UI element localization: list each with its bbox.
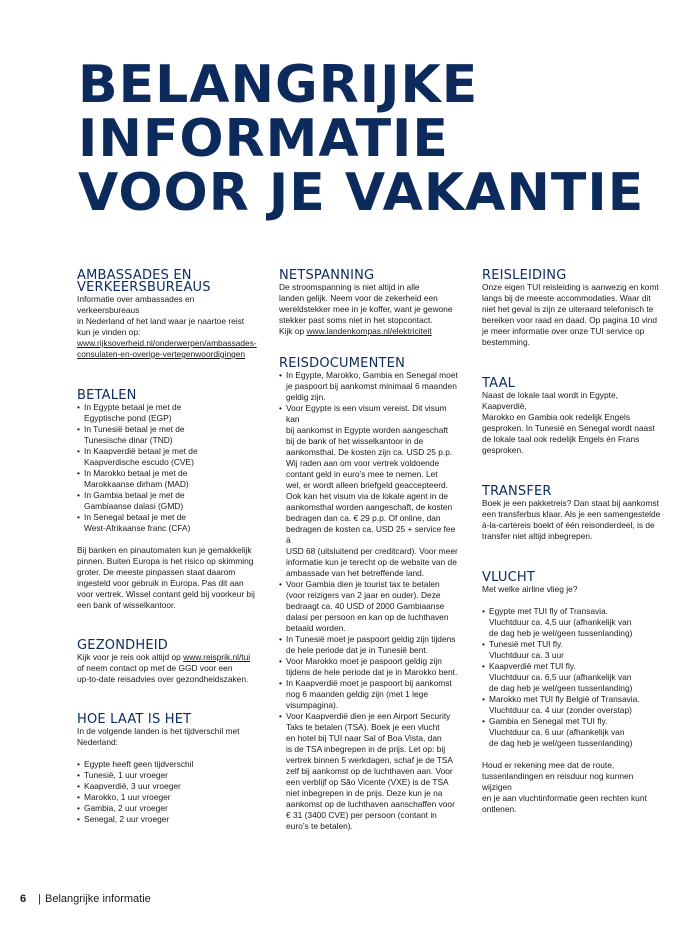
text-line: groter. De meeste pinpassen staat daarom — [77, 567, 236, 577]
item-line: • In Senegal betaal je met de — [84, 512, 186, 522]
item-line: dalasi per persoon en kan op de luchthaven — [286, 612, 449, 622]
text-line: up-to-date reisadvies over gezondheidszaken. — [77, 674, 249, 684]
list-item: • Tunesië, 1 uur vroeger — [77, 770, 257, 781]
item-line: nog 6 maanden geldig zijn (met 1 lege — [286, 689, 429, 699]
item-line: • In Tunesië betaal je met de — [84, 424, 185, 434]
section-text — [77, 726, 257, 748]
item-line: Marokkaanse dirham (MAD) — [84, 479, 189, 489]
section-text — [279, 282, 459, 337]
list-item — [279, 579, 459, 634]
text-line: tussenlandingen en reisduur nog kunnen wijzigen — [482, 771, 634, 792]
section-vlucht — [482, 572, 664, 815]
column-middle — [279, 270, 459, 832]
list-item: • Marokko, 1 uur vroeger — [77, 792, 257, 803]
section-text — [77, 545, 257, 611]
list-item — [279, 711, 459, 832]
list-item — [279, 634, 459, 656]
text-line: gesproken. In Tunesië en Senegal wordt naast — [482, 423, 655, 433]
item-line: euro’s te betalen). — [286, 821, 353, 831]
section-text — [482, 760, 664, 815]
section-text — [77, 652, 257, 685]
item-line: tijdens de hele periode dat je in Marokko bent. — [286, 667, 458, 677]
section-heading: BETALEN — [77, 388, 137, 403]
text-line: langs bij de meeste accommodaties. Waar dit — [482, 293, 651, 303]
text-line: De stroomspanning is niet altijd in alle — [279, 282, 420, 292]
item-line: • Voor Egypte is een visum vereist. Dit visum kan — [286, 403, 447, 424]
ambassades-link[interactable]: consulaten-en-overige-vertegenwoordigingen — [77, 349, 246, 359]
column-right — [482, 270, 664, 815]
item-line: • In Kaapverdië moet je paspoort bij aankomst — [286, 678, 452, 688]
text-line: voor vertrek. Wissel contant geld bij voorkeur bij — [77, 589, 255, 599]
text-line: transfer niet altijd inbegrepen. — [482, 531, 593, 541]
ambassades-link[interactable]: www.rijksoverheid.nl/onderwerpen/ambassades- — [77, 338, 257, 348]
item-line: • Marokko met TUI fly België of Transavia. — [489, 694, 640, 704]
section-gezondheid — [77, 640, 257, 685]
list-item — [482, 694, 664, 716]
section-heading: NETSPANNING — [279, 268, 375, 283]
item-line: Vluchtduur ca. 3 uur — [489, 650, 564, 660]
section-taal — [482, 378, 664, 456]
item-line: West-Afrikaanse franc (CFA) — [84, 523, 191, 533]
reisprik-link[interactable]: www.reisprik.nl/tui — [183, 652, 251, 662]
text-line: Houd er rekening mee dat de route, — [482, 760, 615, 770]
reisdocumenten-list — [279, 370, 459, 832]
item-line: aankomsthal. De kosten zijn ca. USD 25 p.p. — [286, 447, 453, 457]
item-line: visumpagina). — [286, 700, 339, 710]
section-heading: TAAL — [482, 376, 516, 391]
text-line: Kijk voor je reis ook altijd op — [77, 652, 184, 662]
item-line: de hele periode dat je in Tunesië bent. — [286, 645, 429, 655]
item-line: geldig zijn. — [286, 392, 326, 402]
item-line: Ook kan het visum via de lokale agent in de — [286, 491, 449, 501]
heading-line: VERKEERSBUREAUS — [77, 280, 211, 295]
item-line: • In Kaapverdië betaal je met de — [84, 446, 198, 456]
text-line: à-la-cartereis boekt of één reisonderdeel, is de — [482, 520, 655, 530]
text-line: bestemming. — [482, 337, 530, 347]
text-line: ontlenen. — [482, 804, 517, 814]
item-line: • In Egypte, Marokko, Gambia en Senegal moet — [286, 370, 458, 380]
timezone-list — [77, 759, 257, 825]
list-item — [482, 639, 664, 661]
column-left — [77, 270, 257, 825]
item-line: Kaapverdische escudo (CVE) — [84, 457, 194, 467]
list-item — [279, 656, 459, 678]
text-line: In de volgende landen is het tijdverschil met — [77, 726, 240, 736]
item-line: (voor reizigers van 2 jaar en ouder). Deze — [286, 590, 441, 600]
item-line: • Kaapverdië met TUI fly. — [489, 661, 576, 671]
section-ambassades — [77, 270, 257, 360]
section-heading — [77, 270, 257, 294]
item-line: de dag heb je wel/geen tussenlanding) — [489, 628, 633, 638]
list-item — [77, 468, 257, 490]
section-heading: GEZONDHEID — [77, 638, 168, 653]
list-item — [482, 606, 664, 639]
text-line: wereldstekker mee in je koffer, want je gewone — [279, 304, 453, 314]
item-line: aankomsthal worden aangeschaft, de kosten — [286, 502, 453, 512]
item-line: • In Marokko betaal je met de — [84, 468, 188, 478]
betalen-list — [77, 402, 257, 534]
item-line: bedraagt ca. 40 USD of 2000 Gambiaanse — [286, 601, 445, 611]
text-line: je meer informatie over onze TUI service op — [482, 326, 645, 336]
section-text — [482, 498, 664, 542]
text-line: ingesteld voor gebruik in Europa. Pas dit aan — [77, 578, 244, 588]
item-line: contant geld in euro’s mee te nemen. Let — [286, 469, 438, 479]
list-item: • Kaapverdië, 3 uur vroeger — [77, 781, 257, 792]
item-line: bij aankomst in Egypte worden aangeschaft — [286, 425, 449, 435]
item-line: aankomst op de luchthaven aanschaffen voor — [286, 799, 455, 809]
text-line: de lokale taal ook redelijk Engels én Frans — [482, 434, 640, 444]
item-line: • Voor Kaapverdië dien je een Airport Security — [286, 711, 451, 721]
item-line: • Voor Marokko moet je paspoort geldig zijn — [286, 656, 442, 666]
item-line: Gambiaanse dalasi (GMD) — [84, 501, 184, 511]
text-line: of neem contact op met de GGD voor een — [77, 663, 233, 673]
item-line: • Egypte met TUI fly of Transavia. — [489, 606, 609, 616]
text-line: stekker past soms niet in het stopcontact. — [279, 315, 433, 325]
landenkompas-link[interactable]: www.landenkompas.nl/elektriciteit — [306, 326, 432, 336]
item-line: Egyptische pond (EGP) — [84, 413, 172, 423]
item-line: informatie kun je terecht op de website van de — [286, 557, 457, 567]
vlucht-list — [482, 606, 664, 749]
page-title — [78, 55, 645, 223]
item-line: Vluchtduur ca. 4,5 uur (afhankelijk van — [489, 617, 632, 627]
item-line: • In Tunesië moet je paspoort geldig zijn tijdens — [286, 634, 456, 644]
item-line: • In Gambia betaal je met de — [84, 490, 185, 500]
title-line: BELANGRIJKE — [78, 55, 479, 115]
heading-line: AMBASSADES EN — [77, 268, 192, 283]
text-line: bereiken voor raad en daad. Op pagina 10 vind — [482, 315, 658, 325]
section-reisleiding — [482, 270, 664, 348]
text-line: Naast de lokale taal wordt in Egypte, Kaapverdië, — [482, 390, 618, 411]
item-line: • In Egypte betaal je met de — [84, 402, 182, 412]
item-line: bij de bank of het wisselkantoor in de — [286, 436, 424, 446]
item-line: Vluchtduur ca. 6 uur (afhankelijk van — [489, 727, 625, 737]
text-line: Bij banken en pinautomaten kun je gemakkelijk — [77, 545, 252, 555]
text-line: Boek je een pakketreis? Dan staat bij aankomst — [482, 498, 659, 508]
section-reisdocumenten — [279, 358, 459, 832]
list-item: • Senegal, 2 uur vroeger — [77, 814, 257, 825]
item-line: ambassade van het betreffende land. — [286, 568, 425, 578]
item-line: en hotel bij TUI naar Sal of Boa Vista, dan — [286, 733, 442, 743]
section-heading: VLUCHT — [482, 570, 535, 585]
item-line: • Voor Gambia dien je tourist tax te betalen — [286, 579, 440, 589]
section-text: Met welke airline vlieg je? — [482, 584, 578, 594]
text-line: in Nederland of het land waar je naartoe reist — [77, 316, 245, 326]
item-line: een verblijf op São Vicente (VXE) is de TSA — [286, 777, 449, 787]
item-line: betaald worden. — [286, 623, 346, 633]
text-line: Marokko en Gambia ook redelijk Engels — [482, 412, 631, 422]
item-line: de dag heb je wel/geen tussenlanding) — [489, 683, 633, 693]
item-line: vertrek binnen 5 werkdagen, schaf je de TSA — [286, 755, 453, 765]
item-line: Vluchtduur ca. 4 uur (zonder overstap) — [489, 705, 632, 715]
page-number: 6 — [20, 893, 27, 905]
list-item — [77, 490, 257, 512]
text-line: en je aan vluchtinformatie geen rechten kunt — [482, 793, 647, 803]
text-line: een transferbus klaar. Als je een samengestelde — [482, 509, 661, 519]
text-line: kun je vinden op: — [77, 327, 141, 337]
section-netspanning — [279, 270, 459, 337]
section-text — [482, 282, 664, 348]
item-line: zelf bij aankomst op de luchthaven aan. Voor — [286, 766, 453, 776]
list-item — [279, 403, 459, 579]
item-line: • Tunesië met TUI fly. — [489, 639, 563, 649]
list-item — [482, 716, 664, 749]
item-line: de dag heb je wel/geen tussenlanding) — [489, 738, 633, 748]
section-heading: REISDOCUMENTEN — [279, 356, 406, 371]
title-line: INFORMATIE — [78, 109, 449, 169]
item-line: € 31 (3400 CVE) per persoon (contant in — [286, 810, 437, 820]
item-line: wel, er wordt alleen briefgeld geaccepteerd. — [286, 480, 449, 490]
list-item — [279, 370, 459, 403]
item-line: Wij raden aan om voor vertrek voldoende — [286, 458, 440, 468]
text-line: Nederland: — [77, 737, 118, 747]
list-item — [279, 678, 459, 711]
list-item — [77, 512, 257, 534]
text-line: Onze eigen TUI reisleiding is aanwezig en komt — [482, 282, 659, 292]
item-line: is de TSA inbegrepen in de prijs. Let op: bij — [286, 744, 446, 754]
section-text — [77, 294, 257, 360]
text-line: landen gelijk. Neem voor de zekerheid een — [279, 293, 438, 303]
item-line: USD 68 (uitsluitend per creditcard). Voor meer — [286, 546, 458, 556]
item-line: Taks te betalen (TSA). Boek je een vlucht — [286, 722, 440, 732]
footer-label: Belangrijke informatie — [44, 893, 151, 905]
section-transfer — [482, 486, 664, 542]
text-line: pinnen. Buiten Europa is het risico op skimming — [77, 556, 254, 566]
item-line: • Gambia en Senegal met TUI fly. — [489, 716, 608, 726]
section-text — [482, 390, 664, 456]
list-item — [77, 424, 257, 446]
section-hoe-laat — [77, 714, 257, 825]
list-item — [77, 402, 257, 424]
list-item — [482, 661, 664, 694]
text-line: Kijk op — [279, 326, 307, 336]
list-item — [77, 446, 257, 468]
item-line: je paspoort bij aankomst minimaal 6 maanden — [286, 381, 457, 391]
section-heading: TRANSFER — [482, 484, 552, 499]
text-line: Informatie over ambassades en verkeersbureaus — [77, 294, 195, 315]
list-item: • Egypte heeft geen tijdverschil — [77, 759, 257, 770]
text-line: gesproken. — [482, 445, 524, 455]
title-line: VOOR JE VAKANTIE — [78, 163, 645, 223]
list-item: • Gambia, 2 uur vroeger — [77, 803, 257, 814]
text-line: een bank of wisselkantoor. — [77, 600, 176, 610]
section-heading: HOE LAAT IS HET — [77, 712, 192, 727]
section-betalen — [77, 390, 257, 611]
text-line: niet het geval is zijn ze uiteraard telefonisch te — [482, 304, 654, 314]
footer-separator: | — [38, 893, 41, 905]
item-line: bedragen dan ca. € 29 p.p. Of online, dan — [286, 513, 441, 523]
item-line: Tunesische dinar (TND) — [84, 435, 173, 445]
item-line: Vluchtduur ca. 6,5 uur (afhankelijk van — [489, 672, 632, 682]
item-line: niet inbegrepen in de prijs. Deze kun je na — [286, 788, 443, 798]
page-footer — [20, 893, 151, 905]
section-heading: REISLEIDING — [482, 268, 567, 283]
item-line: bedragen de kosten ca. USD 25 + service fee à — [286, 524, 456, 545]
